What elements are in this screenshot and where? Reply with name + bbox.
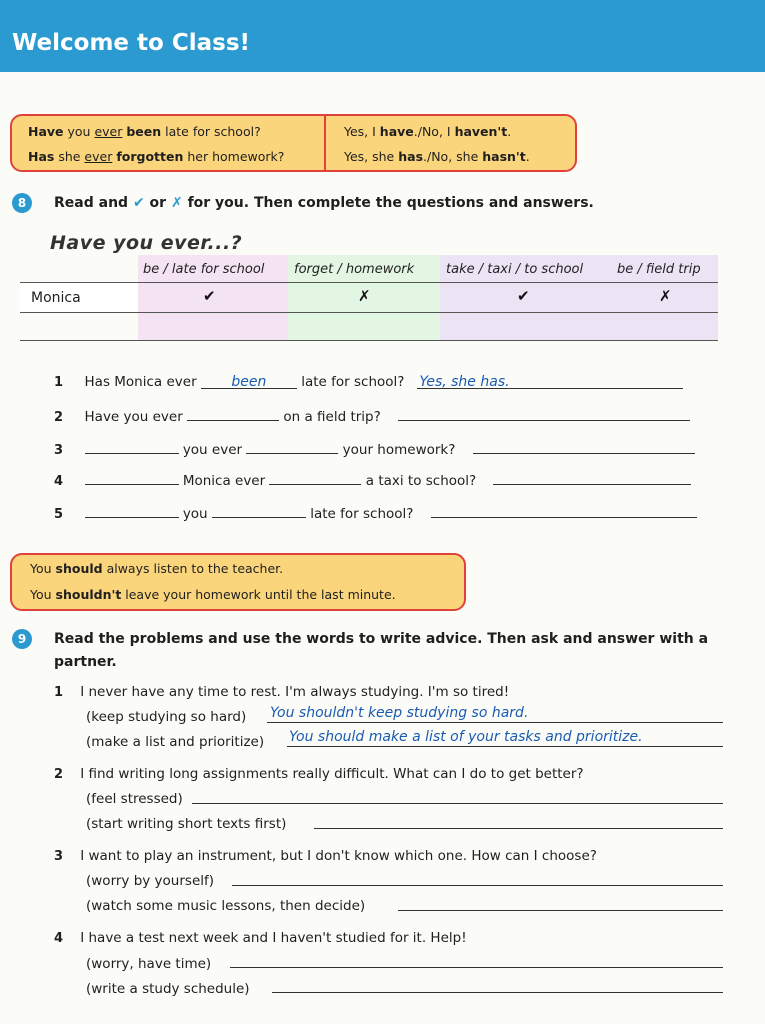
answer-blank-5b[interactable]: [212, 503, 306, 518]
answer-blank-2b[interactable]: [398, 406, 690, 421]
answer-blank-4c[interactable]: [493, 470, 691, 485]
answer-blank-1b[interactable]: Yes, she has.: [417, 374, 683, 389]
answer-blank-3c[interactable]: [473, 439, 695, 454]
column-header-late: be / late for school: [143, 262, 265, 277]
page-title: Welcome to Class!: [12, 30, 250, 56]
question-5: 5 you late for school?: [54, 503, 697, 522]
answer-line-2b[interactable]: [314, 828, 723, 829]
column-header-field-trip: be / field trip: [617, 262, 701, 277]
answer-blank-5a[interactable]: [85, 503, 179, 518]
grammar-answer-2: Yes, she has./No, she hasn't.: [344, 149, 530, 164]
grammar-should-2: You shouldn't leave your homework until the last minute.: [30, 587, 396, 602]
answer-1a: You shouldn't keep studying so hard.: [270, 705, 529, 721]
mark-taxi: ✔: [517, 287, 530, 305]
mark-homework: ✗: [358, 287, 371, 305]
answer-line-1a[interactable]: [267, 722, 723, 723]
answer-blank-3b[interactable]: [246, 439, 338, 454]
exercise-9-number: 9: [12, 629, 32, 649]
problem-2: 2 I find writing long assignments really difficult. What can I do to get better?: [54, 766, 584, 782]
mark-late: ✔: [203, 287, 216, 305]
problem-4-cue-2: (write a study schedule): [86, 981, 250, 997]
answer-blank-1a[interactable]: been: [201, 374, 297, 389]
problem-3-cue-1: (worry by yourself): [86, 873, 215, 889]
answer-line-4b[interactable]: [272, 992, 723, 993]
question-4: 4 Monica ever a taxi to school?: [54, 470, 691, 489]
problem-1-cue-2: (make a list and prioritize): [86, 734, 265, 750]
grammar-box-present-perfect: [10, 114, 577, 172]
answer-blank-4b[interactable]: [269, 470, 361, 485]
answer-blank-2a[interactable]: [187, 406, 279, 421]
table-line-3: [20, 340, 718, 341]
problem-4: 4 I have a test next week and I haven't studied for it. Help!: [54, 930, 467, 946]
exercise-9-instruction-line-2: partner.: [54, 654, 117, 670]
problem-2-cue-2: (start writing short texts first): [86, 816, 287, 832]
question-1: 1 Has Monica ever been late for school? Yes, she has.: [54, 374, 683, 390]
question-3: 3 you ever your homework?: [54, 439, 695, 458]
question-2: 2 Have you ever on a field trip?: [54, 406, 690, 425]
column-header-homework: forget / homework: [294, 262, 415, 277]
table-line-2: [20, 312, 718, 313]
exercise-9-instruction-line-1: Read the problems and use the words to write advice. Then ask and answer with a: [54, 631, 709, 647]
grammar-answer-1: Yes, I have./No, I haven't.: [344, 124, 512, 139]
check-icon: ✔: [132, 195, 145, 211]
grammar-box-should: [10, 553, 466, 611]
grammar-should-1: You should always listen to the teacher.: [30, 561, 284, 576]
answer-1b: You should make a list of your tasks and prioritize.: [289, 729, 643, 745]
table-line-1: [20, 282, 718, 283]
answer-line-3b[interactable]: [398, 910, 723, 911]
cross-icon: ✗: [170, 195, 183, 211]
table-title: Have you ever...?: [50, 232, 243, 254]
exercise-8-number: 8: [12, 193, 32, 213]
answer-line-3a[interactable]: [232, 885, 723, 886]
problem-3-cue-2: (watch some music lessons, then decide): [86, 898, 366, 914]
problem-3: 3 I want to play an instrument, but I don't know which one. How can I choose?: [54, 848, 597, 864]
problem-1-cue-1: (keep studying so hard): [86, 709, 247, 725]
problem-4-cue-1: (worry, have time): [86, 956, 212, 972]
answer-line-2a[interactable]: [192, 803, 723, 804]
grammar-question-2: Has she ever forgotten her homework?: [28, 149, 285, 164]
exercise-8-instruction: Read and ✔ or ✗ for you. Then complete the questions and answers.: [54, 195, 594, 211]
mark-field-trip: ✗: [659, 287, 672, 305]
answer-blank-3a[interactable]: [85, 439, 179, 454]
grammar-question-1: Have you ever been late for school?: [28, 124, 261, 139]
column-header-taxi: take / taxi / to school: [446, 262, 584, 277]
answer-blank-5c[interactable]: [431, 503, 697, 518]
row-label-monica: Monica: [31, 290, 81, 306]
answer-blank-4a[interactable]: [85, 470, 179, 485]
problem-1: 1 I never have any time to rest. I'm always studying. I'm so tired!: [54, 684, 510, 700]
problem-2-cue-1: (feel stressed): [86, 791, 183, 807]
answer-line-4a[interactable]: [230, 967, 723, 968]
answer-line-1b[interactable]: [287, 746, 723, 747]
